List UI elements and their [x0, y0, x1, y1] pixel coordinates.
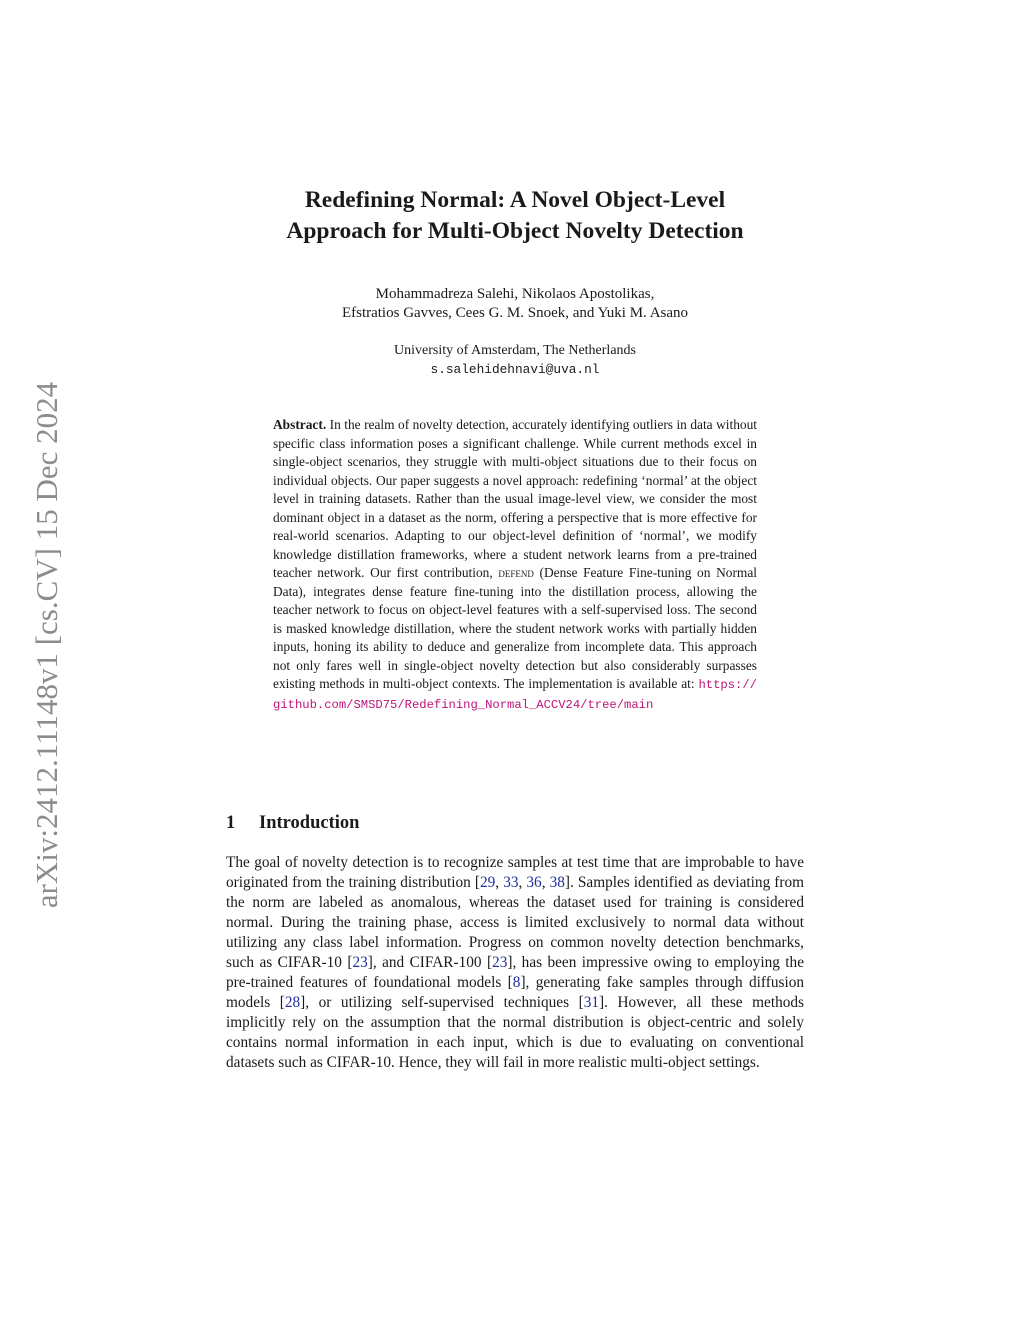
email[interactable]: s.salehidehnavi@uva.nl	[430, 362, 600, 377]
arxiv-sidebar	[30, 350, 64, 940]
affiliation	[230, 341, 800, 379]
abstract-label: Abstract.	[273, 417, 327, 432]
intro-text: ,	[541, 874, 550, 891]
citation-link[interactable]: 23	[352, 954, 368, 971]
institution: University of Amsterdam, The Netherlands	[394, 343, 636, 358]
citation-link[interactable]: 8	[512, 974, 521, 991]
abstract-text-2: (Dense Feature Fine-tuning on Normal Data), integrates dense feature fine-tuning into the distillation process, allowing the teacher network to focus on object-level features with a self-supervised loss. The second is masked knowledge distillation, where the student network works with partially hidden inputs, honing its ability to deduce and generalize from incomplete data. This approach not only fares well in single-object novelty detection but also considerably surpasses existing methods in multi-object contexts. The implementation is available at:	[273, 565, 757, 691]
abstract	[273, 416, 757, 714]
citation-link[interactable]: 31	[583, 994, 599, 1011]
intro-text: The goal of novelty detection is to recognize samples at test time that are improbable to have originated from the training distribution [	[226, 854, 804, 891]
citation-link[interactable]: 28	[284, 994, 301, 1011]
section-heading	[226, 813, 359, 834]
paper-title	[230, 185, 800, 247]
code-link[interactable]: https://github.com/SMSD75/Redefining_Normal_ACCV24/tree/main	[273, 678, 757, 712]
intro-text: ]. Samples identified as deviating from the norm are labeled as anomalous, whereas the dataset used for training is considered normal. During the training phase, access is limited exclusively to normal data without utilizing any class label information. Progress on common novelty detection benchmarks, such as CIFAR-10 [	[226, 874, 805, 971]
title-line-1: Redefining Normal: A Novel Object-Level	[304, 187, 726, 213]
title-line-2: Approach for Multi-Object Novelty Detection	[286, 218, 744, 244]
abstract-text-1: In the realm of novelty detection, accurately identifying outliers in data without specific class information poses a significant challenge. While current methods excel in single-object scenarios, they struggle with multi-object situations due to their focus on individual objects. Our paper suggests a novel approach: redefining ‘normal’ at the object level in training datasets. Rather than the usual image-level view, we consider the most dominant object in a dataset as the norm, offering a perspective that is more effective for real-world scenarios. Adapting to our object-level definition of ‘normal’, we modify knowledge distillation frameworks, where a student network learns from a pre-trained teacher network. Our first contribution,	[273, 417, 757, 580]
section-title: Introduction	[259, 813, 360, 833]
authors-line-1: Mohammadreza Salehi, Nikolaos Apostolikas,	[375, 286, 655, 302]
intro-text: ], or utilizing self-supervised techniques [	[300, 994, 584, 1011]
citation-link[interactable]: 36	[526, 874, 542, 891]
introduction-paragraph	[226, 853, 804, 1073]
authors-line-2: Efstratios Gavves, Cees G. M. Snoek, and Yuki M. Asano	[341, 305, 689, 321]
arxiv-identifier: arXiv:2412.11148v1 [cs.CV] 15 Dec 2024	[29, 381, 64, 909]
defend-method-name: defend	[498, 565, 534, 580]
citation-link[interactable]: 29	[480, 874, 496, 891]
citation-link[interactable]: 38	[549, 874, 565, 891]
author-list	[230, 285, 800, 323]
section-number: 1	[226, 813, 236, 833]
intro-text: ,	[495, 874, 504, 891]
intro-text: ], has been impressive owing to employing the pre-trained features of foundational models [	[226, 954, 804, 991]
intro-text: ,	[518, 874, 527, 891]
intro-text: ], and CIFAR-100 [	[367, 954, 493, 971]
citation-link[interactable]: 23	[492, 954, 508, 971]
intro-text: ]. However, all these methods implicitly rely on the assumption that the normal distribution is object-centric and solely contains normal information in each input, which is due to evaluating on conventional datasets such as CIFAR-10. Hence, they will fail in more realistic multi-object settings.	[226, 994, 804, 1071]
intro-text: ], generating fake samples through diffusion models [	[226, 974, 804, 1011]
citation-link[interactable]: 33	[503, 874, 519, 891]
